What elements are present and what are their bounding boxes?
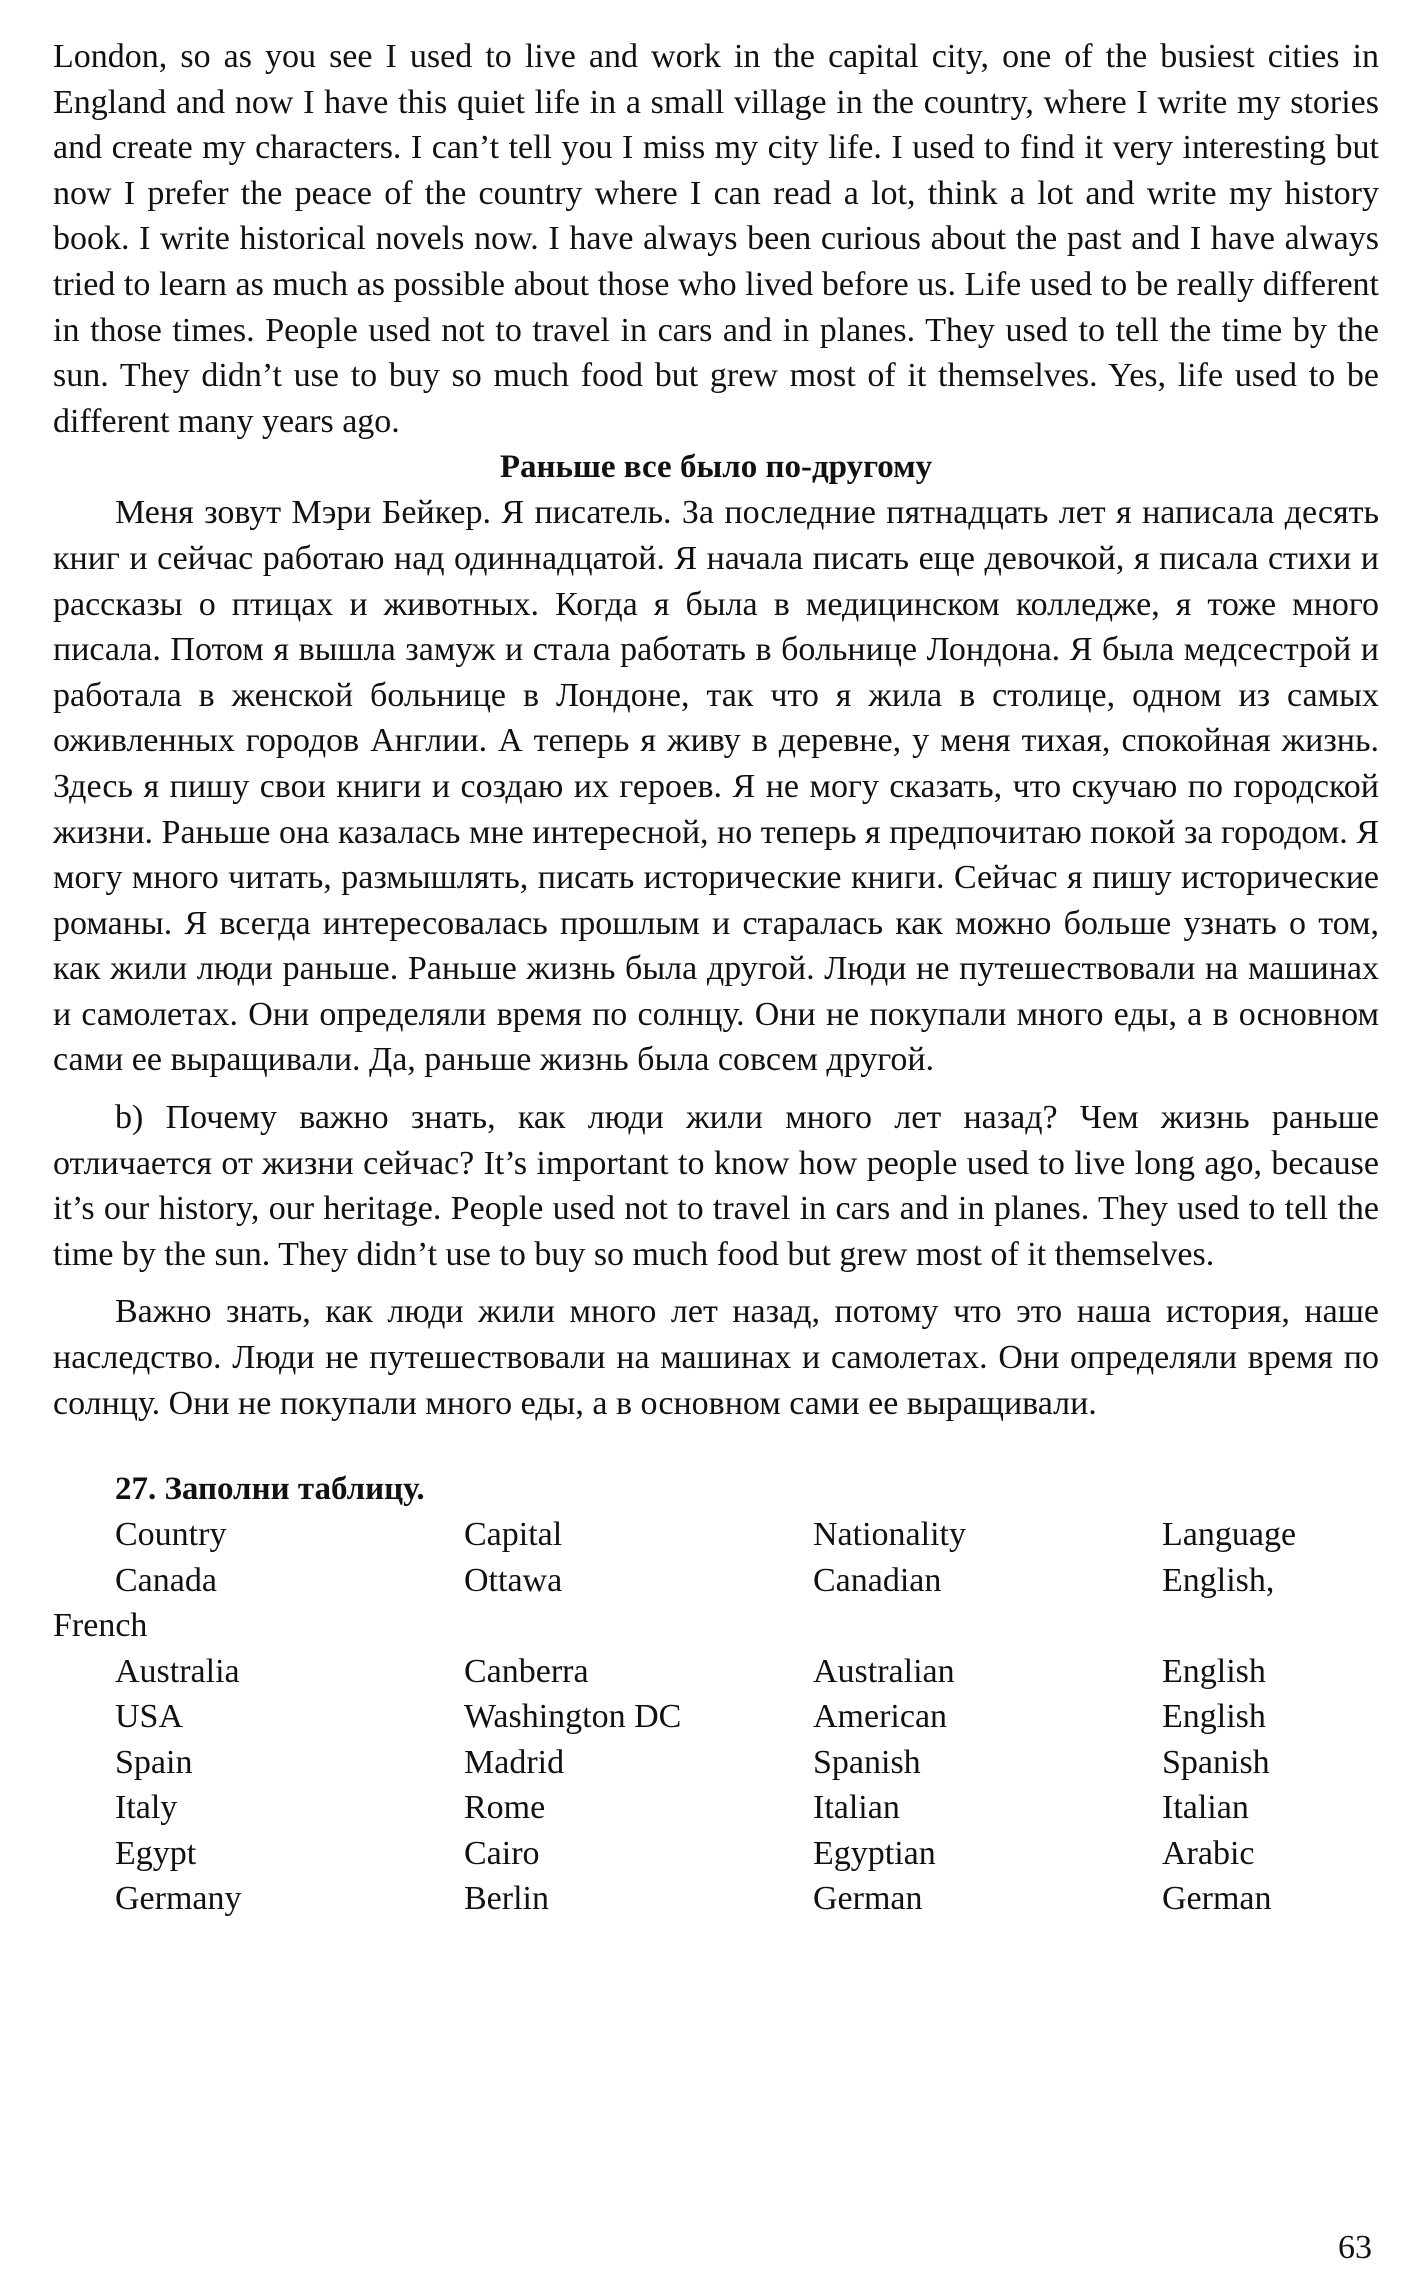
table-row: [53, 1876, 1379, 1922]
header-country: Country: [115, 1516, 227, 1554]
table-cell-language: Italian: [1162, 1789, 1249, 1827]
table-cell-capital: Madrid: [464, 1743, 565, 1781]
table-row: [53, 1831, 1379, 1877]
table-cell-nationality: German: [813, 1880, 923, 1918]
table-cell-nationality: American: [813, 1698, 948, 1736]
table-cell-nationality: Australian: [813, 1652, 955, 1690]
page-number: 63: [1338, 2229, 1372, 2266]
english-text-paragraph: London, so as you see I used to live and work in the capital city, one of the busiest cities in England and now I have this quiet life in a small village in the country, where I write my stories and create my characters. I can’t tell you I miss my city life. I used to find it very interesting but now I prefer the peace of the country where I can read a lot, think a lot and write my history book. I write historical novels now. I have always been curious about the past and I have always tried to learn as much as possible about those who lived before us. Life used to be really different in those times. People used not to travel in cars and in planes. They used to tell the time by the sun. They didn’t use to buy so much food but grew most of it themselves. Yes, life used to be different many years ago.: [53, 38, 1379, 440]
table-cell-capital: Rome: [464, 1789, 546, 1827]
table-cell-country: Italy: [115, 1789, 178, 1827]
exercise-title: 27. Заполни таблицу.: [115, 1471, 425, 1508]
table-cell-nationality: Italian: [813, 1789, 900, 1827]
table-cell-country: Germany: [115, 1880, 242, 1918]
table-header-row: [53, 1512, 1379, 1558]
table-cell-capital: Washington DC: [464, 1698, 682, 1736]
table-cell-nationality: Egyptian: [813, 1834, 936, 1872]
country-data-table: [53, 1512, 1379, 1922]
table-cell-country: Australia: [115, 1652, 240, 1690]
table-cell-capital: Berlin: [464, 1880, 549, 1918]
table-cell-language: Arabic: [1162, 1834, 1255, 1872]
table-cell-language: German: [1162, 1880, 1272, 1918]
answer-b-russian-paragraph: Важно знать, как люди жили много лет назад, потому что это наша история, наше наследство. Люди не путешествовали на машинах и самолетах. Они определяли время по солнцу. Они не покупали много еды, а в основном сами ее выращивали.: [53, 1293, 1379, 1422]
table-cell-language: English: [1162, 1698, 1266, 1736]
table-row: [53, 1694, 1379, 1740]
table-row: [53, 1558, 1379, 1604]
table-cell-language: Spanish: [1162, 1743, 1270, 1781]
header-nationality: Nationality: [813, 1516, 966, 1554]
table-row: [53, 1785, 1379, 1831]
translation-heading: Раньше все было по-другому: [499, 449, 933, 486]
table-cell-nationality: Spanish: [813, 1743, 921, 1781]
table-cell-capital: Canberra: [464, 1652, 589, 1690]
table-language-wrap: French: [53, 1607, 148, 1645]
table-cell-country: Egypt: [115, 1834, 197, 1872]
book-page: [53, 34, 1379, 1922]
table-cell-country: Canada: [115, 1561, 217, 1599]
question-b-paragraph: b) Почему важно знать, как люди жили много лет назад? Чем жизнь раньше отличается от жизни сейчас? It’s important to know how people used to live long ago, because it’s our history, our heritage. People used not to travel in cars and in planes. They used to tell the time by the sun. They didn’t use to buy so much food but grew most of it themselves.: [53, 1099, 1379, 1273]
table-cell-country: Spain: [115, 1743, 193, 1781]
table-cell-nationality: Canadian: [813, 1561, 942, 1599]
table-cell-language: English,: [1162, 1561, 1275, 1599]
russian-translation-paragraph: Меня зовут Мэри Бейкер. Я писатель. За последние пятнадцать лет я написала десять книг и сейчас работаю над одиннадцатой. Я начала писать еще девочкой, я писала стихи и рассказы о птицах и животных. Когда я была в медицинском колледже, я тоже много писала. Потом я вышла замуж и стала работать в больнице Лондона. Я была медсестрой и работала в женской больнице в Лондоне, так что я жила в столице, одном из самых оживленных городов Англии. А теперь я живу в деревне, у меня тихая, спокойная жизнь. Здесь я пишу свои книги и создаю их героев. Я не могу сказать, что скучаю по городской жизни. Раньше она казалась мне интересной, но теперь я предпочитаю покой за городом. Я могу много читать, размышлять, писать исторические книги. Сейчас я пишу исторические романы. Я всегда интересовалась прошлым и старалась как можно больше узнать о том, как жили люди раньше. Раньше жизнь была другой. Люди не путешествовали на машинах и самолетах. Они определяли время по солнцу. Они не покупали много еды, а в основном сами ее выращивали. Да, раньше жизнь была совсем другой.: [53, 494, 1379, 1079]
header-language: Language: [1162, 1516, 1297, 1554]
table-cell-capital: Ottawa: [464, 1561, 563, 1599]
table-row: [53, 1649, 1379, 1695]
table-cell-language: English: [1162, 1652, 1266, 1690]
table-cell-country: USA: [115, 1698, 184, 1736]
header-capital: Capital: [464, 1516, 563, 1554]
table-cell-capital: Cairo: [464, 1834, 540, 1872]
table-row: [53, 1740, 1379, 1786]
